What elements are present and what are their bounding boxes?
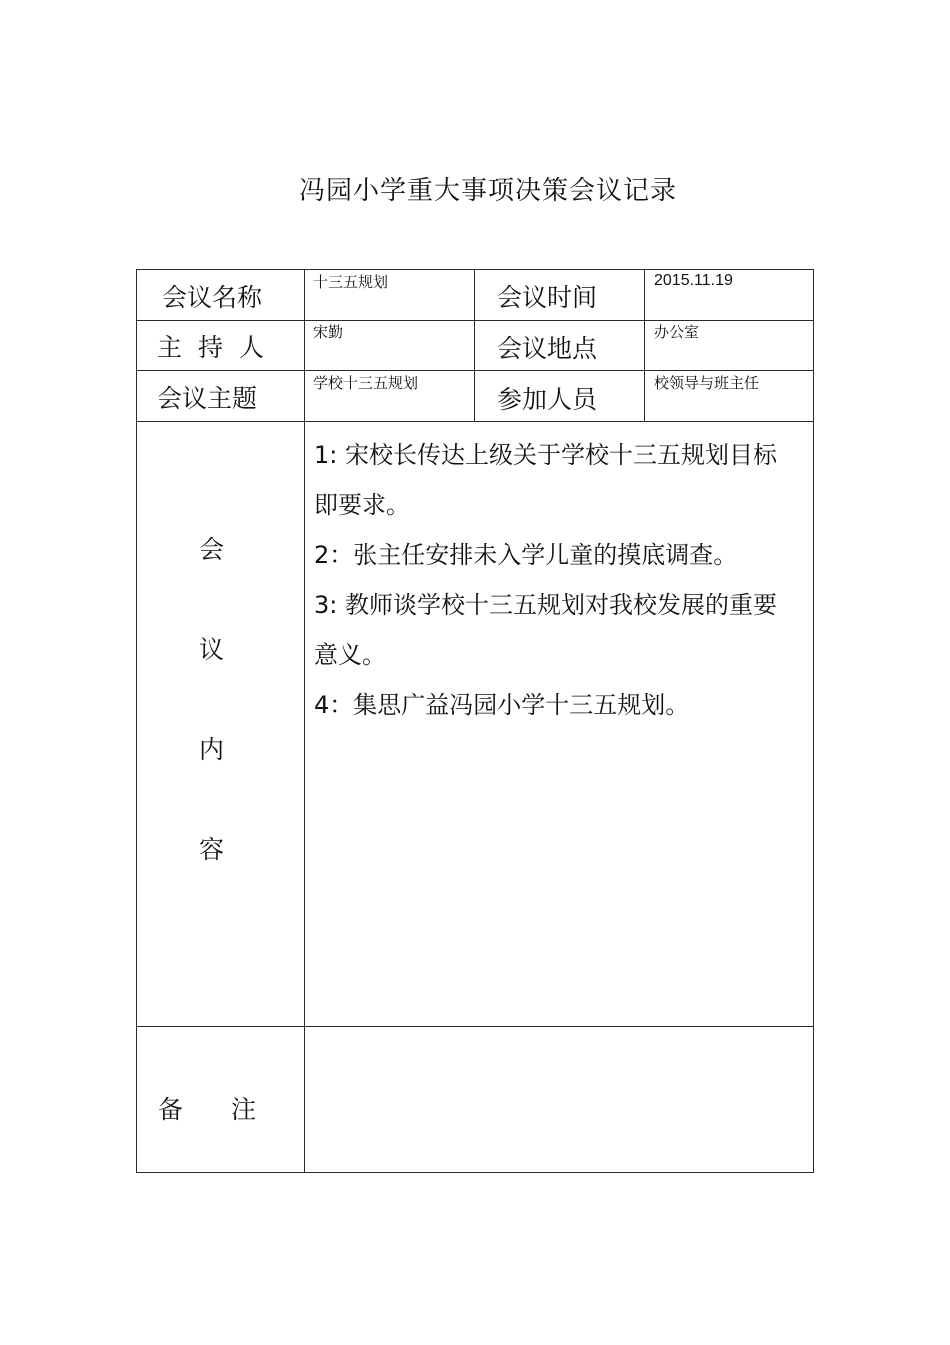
table-col-divider [474, 269, 475, 421]
meeting-topic-value: 学校十三五规划 [313, 374, 419, 392]
notes-label-char: 备 [158, 1095, 184, 1124]
notes-label-char: 注 [231, 1095, 257, 1124]
table-row-divider [136, 370, 814, 371]
host-label: 主 持 人 [157, 333, 264, 362]
host-value: 宋勤 [313, 323, 344, 341]
meeting-content [314, 430, 794, 730]
meeting-place-label: 会议地点 [497, 334, 598, 363]
content-label-char: 会 [199, 535, 225, 564]
table-border-bottom [136, 1172, 814, 1173]
content-label-char: 容 [199, 835, 225, 864]
table-border-left [136, 269, 137, 1173]
meeting-time-value: 2015.11.19 [654, 272, 733, 289]
content-item: 4：集思广益冯园小学十三五规划。 [314, 691, 690, 719]
content-label-char: 内 [199, 735, 225, 764]
content-item: 3: 教师谈学校十三五规划对我校发展的重要意义。 [314, 591, 777, 669]
table-col-divider [304, 269, 305, 1173]
meeting-place-value: 办公室 [654, 323, 700, 341]
table-border-top [136, 269, 814, 270]
meeting-topic-label: 会议主题 [157, 384, 258, 413]
table-row-divider [136, 421, 814, 422]
meeting-name-label: 会议名称 [162, 283, 263, 312]
table-row-divider [136, 320, 814, 321]
meeting-name-value: 十三五规划 [313, 273, 389, 291]
table-border-right [813, 269, 814, 1173]
table-row-divider [136, 1026, 814, 1027]
document-title: 冯园小学重大事项决策会议记录 [298, 176, 677, 206]
content-item: 1: 宋校长传达上级关于学校十三五规划目标即要求。 [314, 441, 777, 519]
table-col-divider [644, 269, 645, 421]
meeting-time-label: 会议时间 [497, 283, 598, 312]
content-label-char: 议 [199, 635, 225, 664]
attendees-label: 参加人员 [497, 385, 598, 414]
attendees-value: 校领导与班主任 [654, 374, 760, 392]
content-item: 2：张主任安排未入学儿童的摸底调查。 [314, 541, 738, 569]
